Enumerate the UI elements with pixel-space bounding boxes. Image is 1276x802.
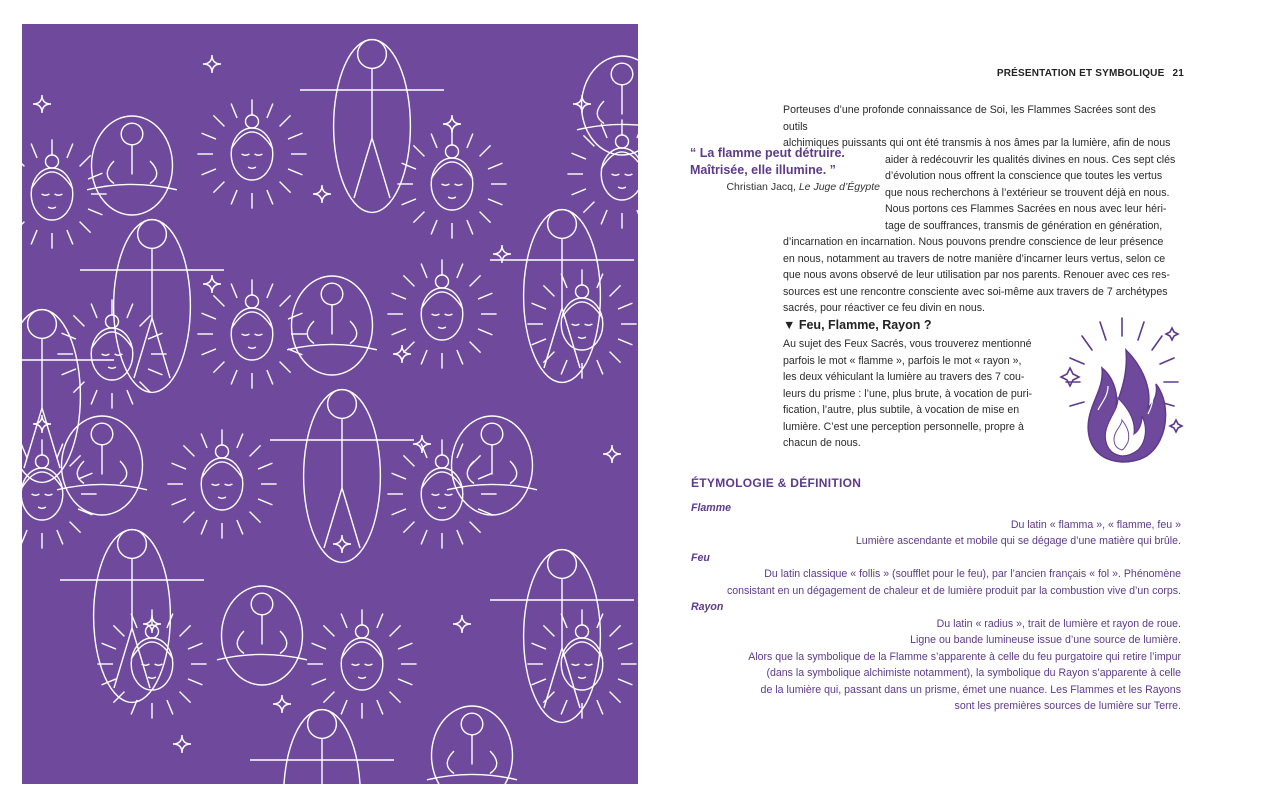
mouth-line bbox=[108, 367, 116, 368]
section-line: leurs du prisme : l’une, plus brute, à vocation de puri- bbox=[783, 387, 1033, 400]
ray-line bbox=[312, 679, 326, 685]
ray-line bbox=[403, 275, 414, 286]
mouth-line bbox=[438, 327, 446, 328]
figure-body bbox=[300, 68, 444, 198]
section-line: Au sujet des Feux Sacrés, vous trouverez mentionné bbox=[783, 338, 1032, 350]
ray-line bbox=[610, 352, 621, 363]
definition-line: Du latin « flamma », « flamme, feu » bbox=[1010, 518, 1181, 531]
face-icon bbox=[31, 168, 73, 220]
definition-line: Alors que la symbolique de la Flamme s’apparente à celle du feu purgatoire qui retire l’impur bbox=[748, 650, 1181, 663]
hair-bun bbox=[106, 315, 119, 328]
closed-eyes bbox=[352, 664, 373, 665]
ray-line bbox=[403, 522, 414, 533]
mouth-line bbox=[438, 507, 446, 508]
meditator-head bbox=[321, 283, 343, 305]
mouth-line bbox=[148, 677, 156, 678]
ray-line bbox=[22, 530, 27, 544]
figure-head bbox=[138, 220, 167, 249]
ray-line bbox=[73, 315, 84, 326]
ray-line bbox=[480, 145, 491, 156]
aura-outline bbox=[582, 56, 639, 155]
intro-line: d’évolution nous offrent la conscience que toutes les vertus bbox=[885, 170, 1163, 182]
ray-line bbox=[213, 115, 224, 126]
ray-line bbox=[480, 212, 491, 223]
ray-line bbox=[572, 153, 586, 159]
ray-line bbox=[202, 313, 216, 319]
ray-line bbox=[57, 530, 63, 544]
ray-line bbox=[583, 135, 594, 146]
quote-work: Le Juge d’Égypte bbox=[798, 181, 880, 193]
ray-line bbox=[488, 163, 502, 169]
sparkle-icon bbox=[203, 55, 221, 73]
mouth-line bbox=[38, 507, 46, 508]
ray-line bbox=[148, 333, 162, 339]
ray-line bbox=[88, 209, 102, 215]
definition-line: Lumière ascendante et mobile qui se dégage d’une matière qui brûle. bbox=[855, 535, 1181, 547]
ray-line bbox=[413, 212, 424, 223]
ray-line bbox=[22, 222, 24, 233]
ray-line bbox=[398, 679, 412, 685]
ray-line bbox=[467, 220, 473, 234]
sparkle-icon bbox=[603, 445, 621, 463]
meditator-body bbox=[57, 445, 147, 490]
ray-line bbox=[402, 163, 416, 169]
hair-bun bbox=[576, 285, 589, 298]
ray-line bbox=[31, 230, 37, 244]
ray-line bbox=[288, 169, 302, 175]
ray-line bbox=[618, 339, 632, 345]
ray-line bbox=[167, 700, 173, 714]
figure-head bbox=[328, 390, 357, 419]
meditator-head bbox=[461, 713, 483, 735]
ray-line bbox=[62, 369, 76, 375]
closed-eyes bbox=[42, 194, 63, 195]
section-line: fication, l’autre, plus subtile, à vocation de mise en bbox=[783, 404, 1020, 416]
ray-line bbox=[610, 692, 621, 703]
ray-line bbox=[258, 463, 272, 469]
ray-line bbox=[31, 144, 37, 158]
sparkle-icon bbox=[173, 735, 191, 753]
meditator-head bbox=[121, 123, 143, 145]
ray-line bbox=[22, 155, 24, 166]
intro-line: tage de souffrances, transmis de génération en génération, bbox=[885, 219, 1163, 232]
closed-eyes bbox=[432, 494, 453, 495]
ray-line bbox=[478, 329, 492, 335]
quote-line-2: Maîtrisée, elle illumine. ” bbox=[690, 163, 836, 177]
intro-line: que nous recherchons à l’extérieur se trouvent déjà en nous. bbox=[885, 186, 1170, 199]
ray-line bbox=[22, 444, 27, 458]
ray-line bbox=[392, 509, 406, 515]
ray-line bbox=[488, 199, 502, 205]
term-rayon: Rayon bbox=[691, 601, 724, 613]
ray-line bbox=[470, 342, 481, 353]
mouth-line bbox=[358, 677, 366, 678]
ray-line bbox=[102, 643, 116, 649]
hair-bun bbox=[446, 145, 459, 158]
hair-bun bbox=[46, 155, 59, 168]
intro-line: d’incarnation en incarnation. Nous pouvons prendre conscience de leur présence bbox=[783, 236, 1164, 248]
ray-line bbox=[148, 369, 162, 375]
ray-line bbox=[618, 643, 632, 649]
face-icon bbox=[431, 158, 473, 210]
closed-eyes bbox=[142, 664, 163, 665]
figure-body bbox=[22, 338, 114, 468]
ray-line bbox=[213, 362, 224, 373]
etymology-list bbox=[691, 500, 1181, 715]
sparkle-icon bbox=[453, 615, 471, 633]
ray-line bbox=[532, 339, 546, 345]
ray-line bbox=[70, 455, 81, 466]
definition-line: Du latin « radius », trait de lumière et rayon de roue. bbox=[936, 617, 1181, 630]
ray-line bbox=[431, 220, 437, 234]
ray-line bbox=[610, 285, 621, 296]
ray-line bbox=[392, 473, 406, 479]
ray-line bbox=[183, 512, 194, 523]
ray-line bbox=[403, 455, 414, 466]
sparkle-icon bbox=[203, 275, 221, 293]
figure-head bbox=[308, 710, 337, 739]
section-title: ▼ Feu, Flamme, Rayon ? bbox=[783, 318, 932, 332]
mouth-line bbox=[248, 167, 256, 168]
ray-line bbox=[67, 230, 73, 244]
meditator-head bbox=[251, 593, 273, 615]
ray-line bbox=[323, 692, 334, 703]
ray-line bbox=[188, 679, 202, 685]
ray-line bbox=[127, 304, 133, 318]
mouth-line bbox=[48, 207, 56, 208]
ray-line bbox=[478, 473, 492, 479]
ray-line bbox=[267, 190, 273, 204]
term-feu: Feu bbox=[691, 551, 710, 564]
figure-body bbox=[490, 578, 634, 708]
ray-line bbox=[392, 293, 406, 299]
ray-line bbox=[470, 522, 481, 533]
ray-line bbox=[431, 134, 437, 148]
ray-line bbox=[421, 264, 427, 278]
intro-line: que nous avons observé de leur utilisation par nos parents. Renouer avec ces res- bbox=[783, 269, 1170, 281]
header-title: PRÉSENTATION ET SYMBOLIQUE bbox=[996, 68, 1165, 79]
ray-line bbox=[231, 104, 237, 118]
ray-line bbox=[91, 390, 97, 404]
sparkle-icon bbox=[443, 115, 461, 133]
ray-line bbox=[202, 169, 216, 175]
ray-line bbox=[250, 445, 261, 456]
ray-line bbox=[457, 264, 463, 278]
ray-line bbox=[267, 104, 273, 118]
ray-line bbox=[583, 202, 594, 213]
meditator-body bbox=[427, 735, 517, 780]
etymology-title: ÉTYMOLOGIE & DÉFINITION bbox=[691, 476, 862, 490]
intro-line: Porteuses d’une profonde connaissance de Soi, les Flammes Sacrées sont des outils bbox=[783, 104, 1156, 133]
ray-line bbox=[457, 350, 463, 364]
definition-line: Du latin classique « follis » (soufflet pour le feu), par l’ancien français « fol ». Phénomène bbox=[764, 568, 1181, 580]
section-line: lumière. C’est une perception personnelle, propre à bbox=[783, 420, 1024, 433]
figure-head bbox=[548, 550, 577, 579]
ray-line bbox=[421, 350, 427, 364]
sparkle-icon bbox=[273, 695, 291, 713]
face-icon bbox=[341, 638, 383, 690]
ray-line bbox=[532, 679, 546, 685]
ray-line bbox=[202, 133, 216, 139]
sparkle-icon bbox=[313, 185, 331, 203]
meditator-body bbox=[217, 615, 307, 660]
face-icon bbox=[231, 128, 273, 180]
ray-line bbox=[180, 625, 191, 636]
face-icon bbox=[421, 468, 463, 520]
ray-line bbox=[597, 700, 603, 714]
page-number: 21 bbox=[1172, 68, 1184, 79]
mouth-line bbox=[248, 347, 256, 348]
ray-line bbox=[78, 509, 92, 515]
closed-eyes bbox=[242, 154, 263, 155]
ray-line bbox=[341, 614, 347, 628]
mouth-line bbox=[218, 497, 226, 498]
intro-line: Nous portons ces Flammes Sacrées en nous avec leur héri- bbox=[885, 203, 1167, 215]
meditator-head bbox=[481, 423, 503, 445]
ray-line bbox=[470, 275, 481, 286]
pattern-illustration bbox=[22, 24, 638, 784]
hair-bun bbox=[436, 455, 449, 468]
closed-eyes bbox=[432, 314, 453, 315]
ray-line bbox=[413, 145, 424, 156]
figure-body bbox=[250, 738, 394, 784]
intro-line: sources est une rencontre consciente avec soi-même aux travers de 7 archétypes bbox=[783, 285, 1168, 298]
ray-line bbox=[172, 463, 186, 469]
intro-line: sacrés, pour réactiver ce feu divin en nous. bbox=[783, 302, 985, 314]
ray-line bbox=[478, 293, 492, 299]
mouth-line bbox=[448, 197, 456, 198]
closed-eyes bbox=[102, 354, 123, 355]
ray-line bbox=[618, 303, 632, 309]
ray-line bbox=[618, 679, 632, 685]
ray-line bbox=[561, 700, 567, 714]
ray-line bbox=[421, 530, 427, 544]
closed-eyes bbox=[32, 494, 53, 495]
figure-body bbox=[490, 238, 634, 368]
hair-bun bbox=[356, 625, 369, 638]
ray-line bbox=[601, 210, 607, 224]
ray-line bbox=[188, 643, 202, 649]
meditator-head bbox=[611, 63, 633, 85]
ray-line bbox=[80, 222, 91, 233]
mouth-line bbox=[618, 187, 626, 188]
figure-head bbox=[28, 310, 57, 339]
ray-line bbox=[457, 444, 463, 458]
mouth-line bbox=[578, 677, 586, 678]
ray-line bbox=[377, 614, 383, 628]
ray-line bbox=[140, 315, 151, 326]
ray-line bbox=[267, 370, 273, 384]
closed-eyes bbox=[612, 174, 633, 175]
ray-line bbox=[91, 304, 97, 318]
ray-line bbox=[127, 390, 133, 404]
meditator-body bbox=[287, 305, 377, 350]
ray-line bbox=[280, 115, 291, 126]
intro-line: en nous, notamment au travers de notre manière d’incarner leurs vertus, selon ce bbox=[783, 252, 1166, 265]
ray-line bbox=[231, 370, 237, 384]
mouth-line bbox=[578, 337, 586, 338]
ray-line bbox=[280, 295, 291, 306]
ray-line bbox=[70, 522, 81, 533]
hair-bun bbox=[216, 445, 229, 458]
ray-line bbox=[403, 342, 414, 353]
intro-line: aider à redécouvrir les qualités divines en nous. Ces sept clés bbox=[885, 153, 1176, 166]
ray-line bbox=[73, 382, 84, 393]
figure-body bbox=[270, 418, 414, 548]
closed-eyes bbox=[572, 324, 593, 325]
quote-line-1: “ La flamme peut détruire. bbox=[690, 146, 845, 160]
hair-bun bbox=[616, 135, 629, 148]
ray-line bbox=[172, 499, 186, 505]
hair-bun bbox=[246, 115, 259, 128]
ray-line bbox=[201, 520, 207, 534]
ray-line bbox=[237, 434, 243, 448]
ray-line bbox=[80, 155, 91, 166]
intro-paragraph bbox=[783, 102, 1181, 317]
ray-line bbox=[572, 189, 586, 195]
ray-line bbox=[467, 134, 473, 148]
hair-bun bbox=[36, 455, 49, 468]
ray-line bbox=[237, 520, 243, 534]
ray-line bbox=[288, 313, 302, 319]
ray-line bbox=[288, 349, 302, 355]
flame-icon bbox=[1056, 310, 1188, 480]
definition-line: de la lumière qui, passant dans un prisme, émet une nuance. Les Flammes et les Rayons bbox=[760, 683, 1181, 696]
ray-line bbox=[543, 285, 554, 296]
closed-eyes bbox=[442, 184, 463, 185]
section-line: les deux véhiculant la lumière au travers des 7 cou- bbox=[783, 371, 1025, 383]
closed-eyes bbox=[572, 664, 593, 665]
figure-head bbox=[358, 40, 387, 69]
section-line: parfois le mot « flamme », parfois le mot « rayon », bbox=[783, 354, 1022, 367]
definition-line: (dans la symbolique alchimiste notamment), la symbolique du Rayon s’apparente à celle bbox=[766, 667, 1181, 679]
face-icon bbox=[231, 308, 273, 360]
definition-line: sont les premières sources de lumière sur Terre. bbox=[954, 700, 1181, 712]
ray-line bbox=[532, 303, 546, 309]
ray-line bbox=[201, 434, 207, 448]
ray-line bbox=[390, 692, 401, 703]
definition-line: consistant en un dégagement de chaleur et de lumière produit par la combustion vive d’un corps. bbox=[726, 584, 1181, 597]
meditation-pattern-svg bbox=[22, 24, 638, 784]
term-flamme: Flamme bbox=[691, 502, 732, 514]
ray-line bbox=[398, 643, 412, 649]
definition-line: Ligne ou bande lumineuse issue d’une source de lumière. bbox=[910, 634, 1181, 646]
ray-line bbox=[213, 295, 224, 306]
ray-line bbox=[637, 210, 638, 224]
ray-line bbox=[312, 643, 326, 649]
figure-head bbox=[118, 530, 147, 559]
ray-line bbox=[250, 512, 261, 523]
ray-line bbox=[78, 473, 92, 479]
face-icon bbox=[201, 458, 243, 510]
closed-eyes bbox=[242, 334, 263, 335]
ray-line bbox=[543, 625, 554, 636]
ray-line bbox=[288, 133, 302, 139]
ray-line bbox=[280, 362, 291, 373]
ray-line bbox=[561, 360, 567, 374]
ray-line bbox=[323, 625, 334, 636]
sparkle-icon bbox=[333, 535, 351, 553]
hair-bun bbox=[436, 275, 449, 288]
ray-line bbox=[231, 284, 237, 298]
ray-line bbox=[113, 625, 124, 636]
figure-head bbox=[548, 210, 577, 239]
ray-line bbox=[392, 329, 406, 335]
ray-line bbox=[267, 284, 273, 298]
quote-author-name: Christian Jacq, bbox=[726, 181, 796, 193]
ray-line bbox=[390, 625, 401, 636]
closed-eyes bbox=[212, 484, 233, 485]
ray-line bbox=[202, 349, 216, 355]
ray-line bbox=[180, 692, 191, 703]
ray-line bbox=[183, 445, 194, 456]
face-icon bbox=[421, 288, 463, 340]
ray-line bbox=[258, 499, 272, 505]
ray-line bbox=[457, 530, 463, 544]
hair-bun bbox=[246, 295, 259, 308]
meditator-body bbox=[577, 85, 638, 130]
ray-line bbox=[610, 625, 621, 636]
intro-line: alchimiques puissants qui ont été transmis à nos âmes par la lumière, afin de nous bbox=[783, 137, 1171, 149]
sparkle-icon bbox=[33, 95, 51, 113]
section-body bbox=[783, 336, 1043, 452]
ray-line bbox=[402, 199, 416, 205]
ray-line bbox=[280, 182, 291, 193]
meditator-body bbox=[87, 145, 177, 190]
meditator-head bbox=[91, 423, 113, 445]
ray-line bbox=[213, 182, 224, 193]
page-header bbox=[997, 68, 1184, 79]
ray-line bbox=[88, 173, 102, 179]
ray-line bbox=[532, 643, 546, 649]
ray-line bbox=[377, 700, 383, 714]
ray-line bbox=[341, 700, 347, 714]
hair-bun bbox=[576, 625, 589, 638]
ray-line bbox=[231, 190, 237, 204]
ray-line bbox=[597, 360, 603, 374]
ray-line bbox=[67, 144, 73, 158]
section-line: chacun de nous. bbox=[783, 437, 861, 449]
